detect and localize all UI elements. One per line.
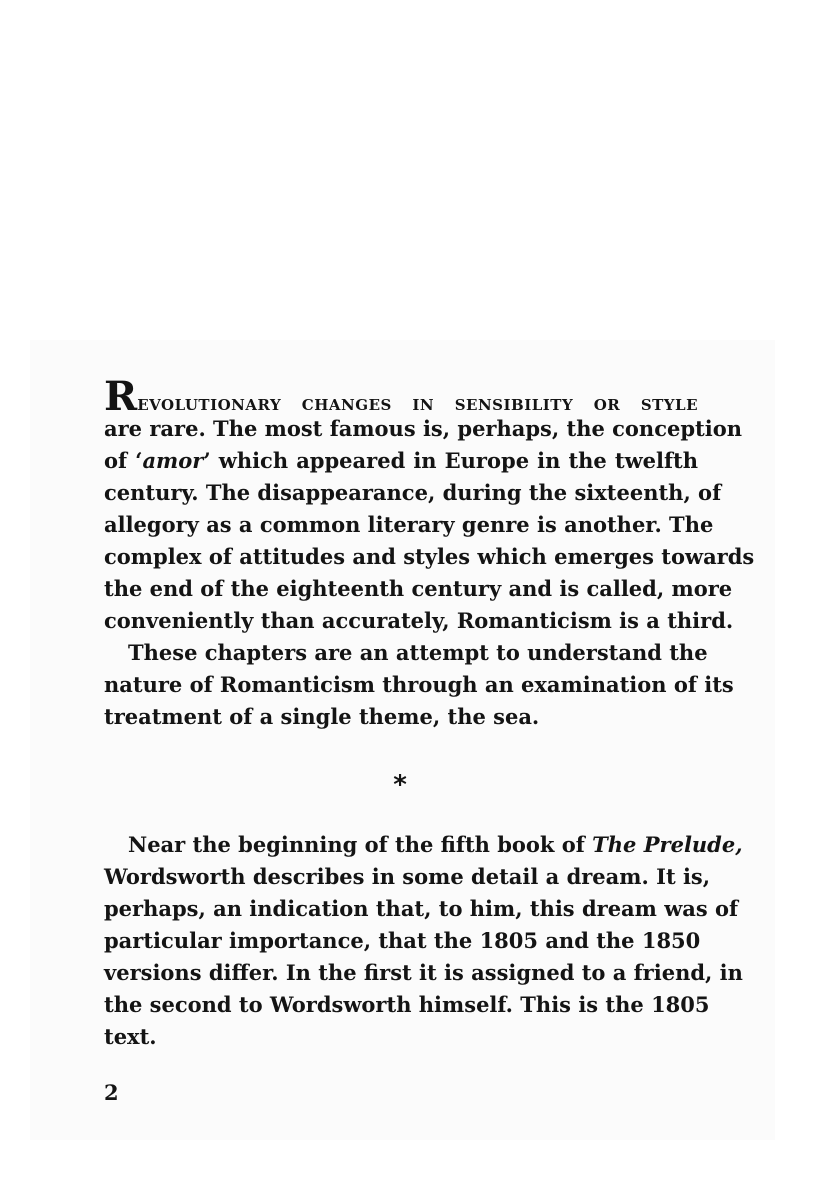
text-line: century. The disappearance, during the sixteenth, of bbox=[104, 480, 722, 505]
text-line: allegory as a common literary genre is another. The bbox=[104, 512, 714, 537]
text-line: These chapters are an attempt to understand the bbox=[128, 640, 708, 665]
text-line: text. bbox=[104, 1024, 157, 1049]
text-fragment: ’ which appeared in Europe in the twelfth bbox=[203, 448, 698, 473]
text-line: versions differ. In the first it is assigned to a friend, in bbox=[104, 960, 743, 985]
text-line bbox=[104, 445, 698, 477]
text-line: nature of Romanticism through an examination of its bbox=[104, 672, 734, 697]
text-fragment: Near the beginning of the fifth book of bbox=[128, 832, 585, 857]
text-line bbox=[104, 373, 698, 420]
section-separator: * bbox=[393, 770, 407, 800]
text-line: Wordsworth describes in some detail a dream. It is, bbox=[104, 864, 711, 889]
dropcap: R bbox=[104, 373, 138, 420]
text-line bbox=[104, 829, 743, 861]
italic-title: The Prelude, bbox=[592, 832, 743, 857]
page-number: 2 bbox=[104, 1080, 119, 1105]
paragraph-opening bbox=[104, 373, 755, 733]
paragraph-prelude bbox=[104, 829, 743, 1053]
smallcaps-lead: EVOLUTIONARY CHANGES IN SENSIBILITY OR STYLE bbox=[137, 396, 698, 414]
italic-term: amor bbox=[142, 448, 204, 473]
text-fragment: of ‘ bbox=[104, 448, 143, 473]
text-line: are rare. The most famous is, perhaps, the conception bbox=[104, 416, 742, 441]
text-line: the second to Wordsworth himself. This is the 1805 bbox=[104, 992, 710, 1017]
text-line: treatment of a single theme, the sea. bbox=[104, 704, 540, 729]
text-line: conveniently than accurately, Romanticism is a third. bbox=[104, 608, 734, 633]
text-line: particular importance, that the 1805 and the 1850 bbox=[104, 928, 701, 953]
text-line: complex of attitudes and styles which emerges towards bbox=[104, 544, 755, 569]
text-line: perhaps, an indication that, to him, this dream was of bbox=[104, 896, 739, 921]
text-line: the end of the eighteenth century and is called, more bbox=[104, 576, 733, 601]
